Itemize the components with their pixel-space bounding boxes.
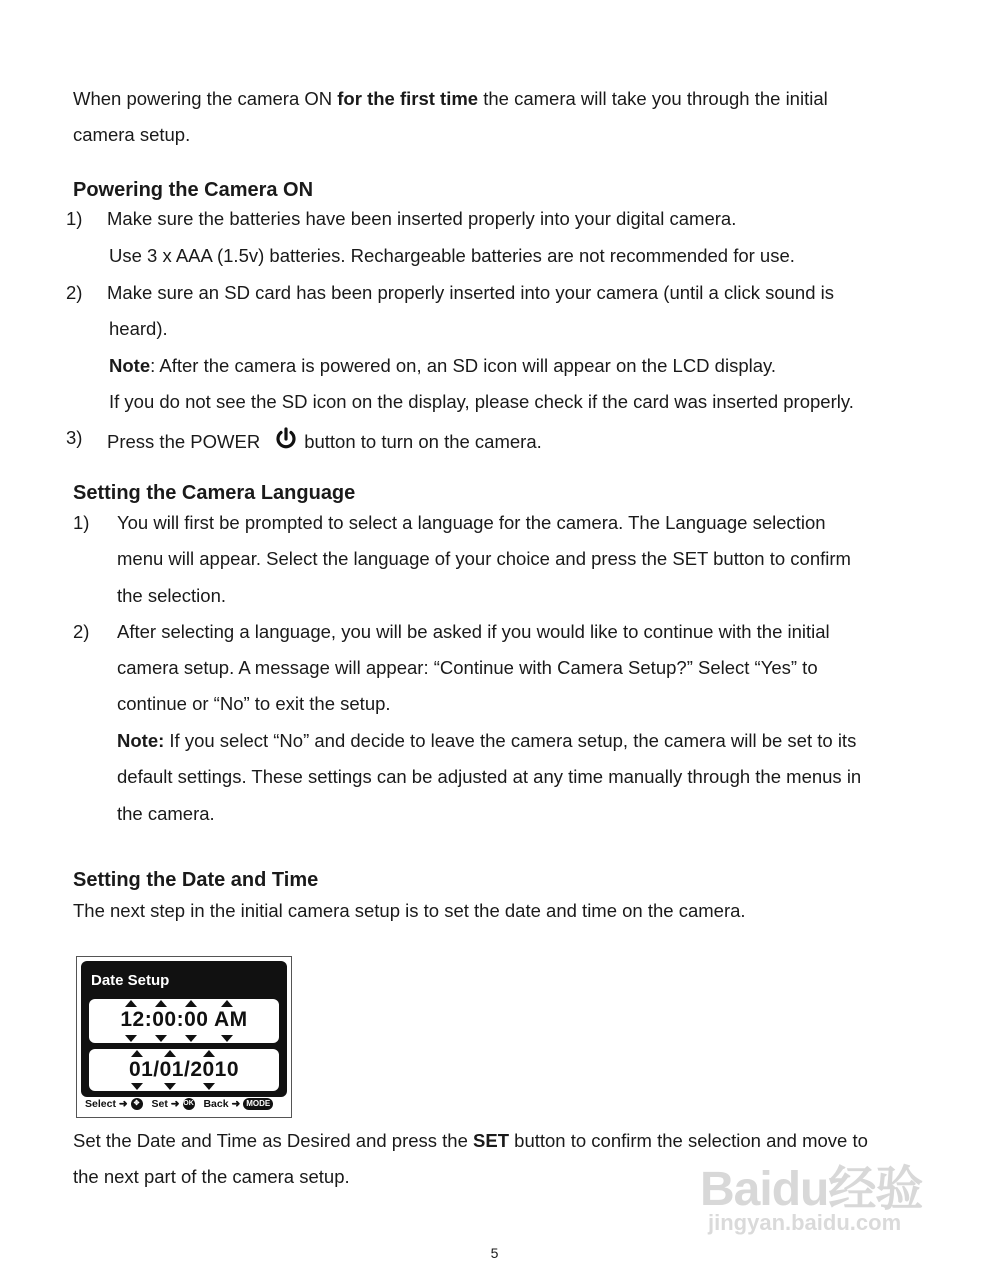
lcd-footer [81,1098,287,1116]
heading-powering: Powering the Camera ON [73,179,314,201]
dpad-icon: ✥ [131,1098,143,1110]
list-item-text: menu will appear. Select the language of your choice and press the SET button to confirm [117,548,851,569]
watermark-sub: jingyan.baidu.com [708,1210,902,1235]
list-number: 2) [73,621,90,642]
list-item-text: You will first be prompted to select a language for the camera. The Language selection [117,512,826,533]
down-arrow-icon [185,1035,197,1042]
footer-set-label: Set [151,1098,168,1111]
intro-bold: for the first time [337,88,479,109]
intro-text: When powering the camera ON [73,88,338,109]
list-item-text: button to turn on the camera. [304,431,542,452]
datetime-after-line-2: the next part of the camera setup. [73,1166,350,1187]
up-arrow-icon [155,1000,167,1007]
body-text: Set the Date and Time as Desired and press the [73,1130,474,1151]
down-arrow-icon [221,1035,233,1042]
datetime-intro: The next step in the initial camera setup is to set the date and time on the camera. [73,900,746,921]
watermark-main: Baidu经验 [700,1163,923,1216]
intro-line-1 [73,88,828,110]
time-value: 12:00:00 AM [120,1008,248,1031]
heading-datetime: Setting the Date and Time [73,869,319,891]
up-arrow-icon [185,1000,197,1007]
lcd-screenshot [76,956,292,1118]
arrow-right-icon: ➜ [170,1098,180,1111]
note-line: default settings. These settings can be adjusted at any time manually through the menus in [117,766,862,787]
list-item-text: heard). [109,318,168,339]
ok-icon: OK [183,1098,195,1110]
note-label: Note: [117,730,165,751]
list-item-text: Use 3 x AAA (1.5v) batteries. Rechargeable batteries are not recommended for use. [109,245,795,266]
list-number: 3) [66,427,83,448]
arrow-right-icon: ➜ [231,1098,241,1111]
list-number: 1) [66,208,83,229]
list-item-text: the selection. [117,585,227,606]
list-item-text [107,427,542,456]
page-number: 5 [490,1245,499,1261]
note-label: Note [109,355,151,376]
note-line: If you do not see the SD icon on the display, please check if the card was inserted properly. [109,391,854,412]
note-line: the camera. [117,803,215,824]
list-item-text: Press the POWER [107,431,261,452]
down-arrow-icon [164,1083,176,1090]
intro-line-2: camera setup. [73,124,191,145]
up-arrow-icon [131,1050,143,1057]
list-number: 2) [66,282,83,303]
date-value: 01/01/2010 [128,1058,240,1081]
down-arrow-icon [125,1035,137,1042]
note-line [117,730,856,752]
arrow-right-icon: ➜ [118,1098,128,1111]
list-item-text: After selecting a language, you will be asked if you would like to continue with the initial [117,621,830,642]
power-icon [274,427,298,456]
up-arrow-icon [164,1050,176,1057]
down-arrow-icon [203,1083,215,1090]
lcd-title: Date Setup [91,972,170,989]
down-arrow-icon [131,1083,143,1090]
note-text: If you select “No” and decide to leave the camera setup, the camera will be set to its [164,730,857,751]
up-arrow-icon [125,1000,137,1007]
date-field [89,1049,279,1091]
list-item-text: Make sure the batteries have been inserted properly into your digital camera. [107,208,737,229]
lcd-screen [81,961,287,1097]
list-item-text: camera setup. A message will appear: “Continue with Camera Setup?” Select “Yes” to [117,657,818,678]
footer-select-label: Select [85,1098,116,1111]
footer-back-label: Back [203,1098,229,1111]
up-arrow-icon [221,1000,233,1007]
down-arrow-icon [155,1035,167,1042]
set-bold: SET [473,1130,510,1151]
list-item-text: Make sure an SD card has been properly inserted into your camera (until a click sound is [107,282,834,303]
list-item-text: continue or “No” to exit the setup. [117,693,391,714]
note-text: : After the camera is powered on, an SD icon will appear on the LCD display. [150,355,777,376]
intro-text: the camera will take you through the initial [478,88,828,109]
list-number: 1) [73,512,90,533]
baidu-watermark [700,1140,950,1250]
body-text: button to confirm the selection and move to [509,1130,868,1151]
up-arrow-icon [203,1050,215,1057]
note-line [109,355,776,377]
time-field [89,999,279,1043]
heading-language: Setting the Camera Language [73,482,356,504]
mode-icon: MODE [243,1098,273,1110]
